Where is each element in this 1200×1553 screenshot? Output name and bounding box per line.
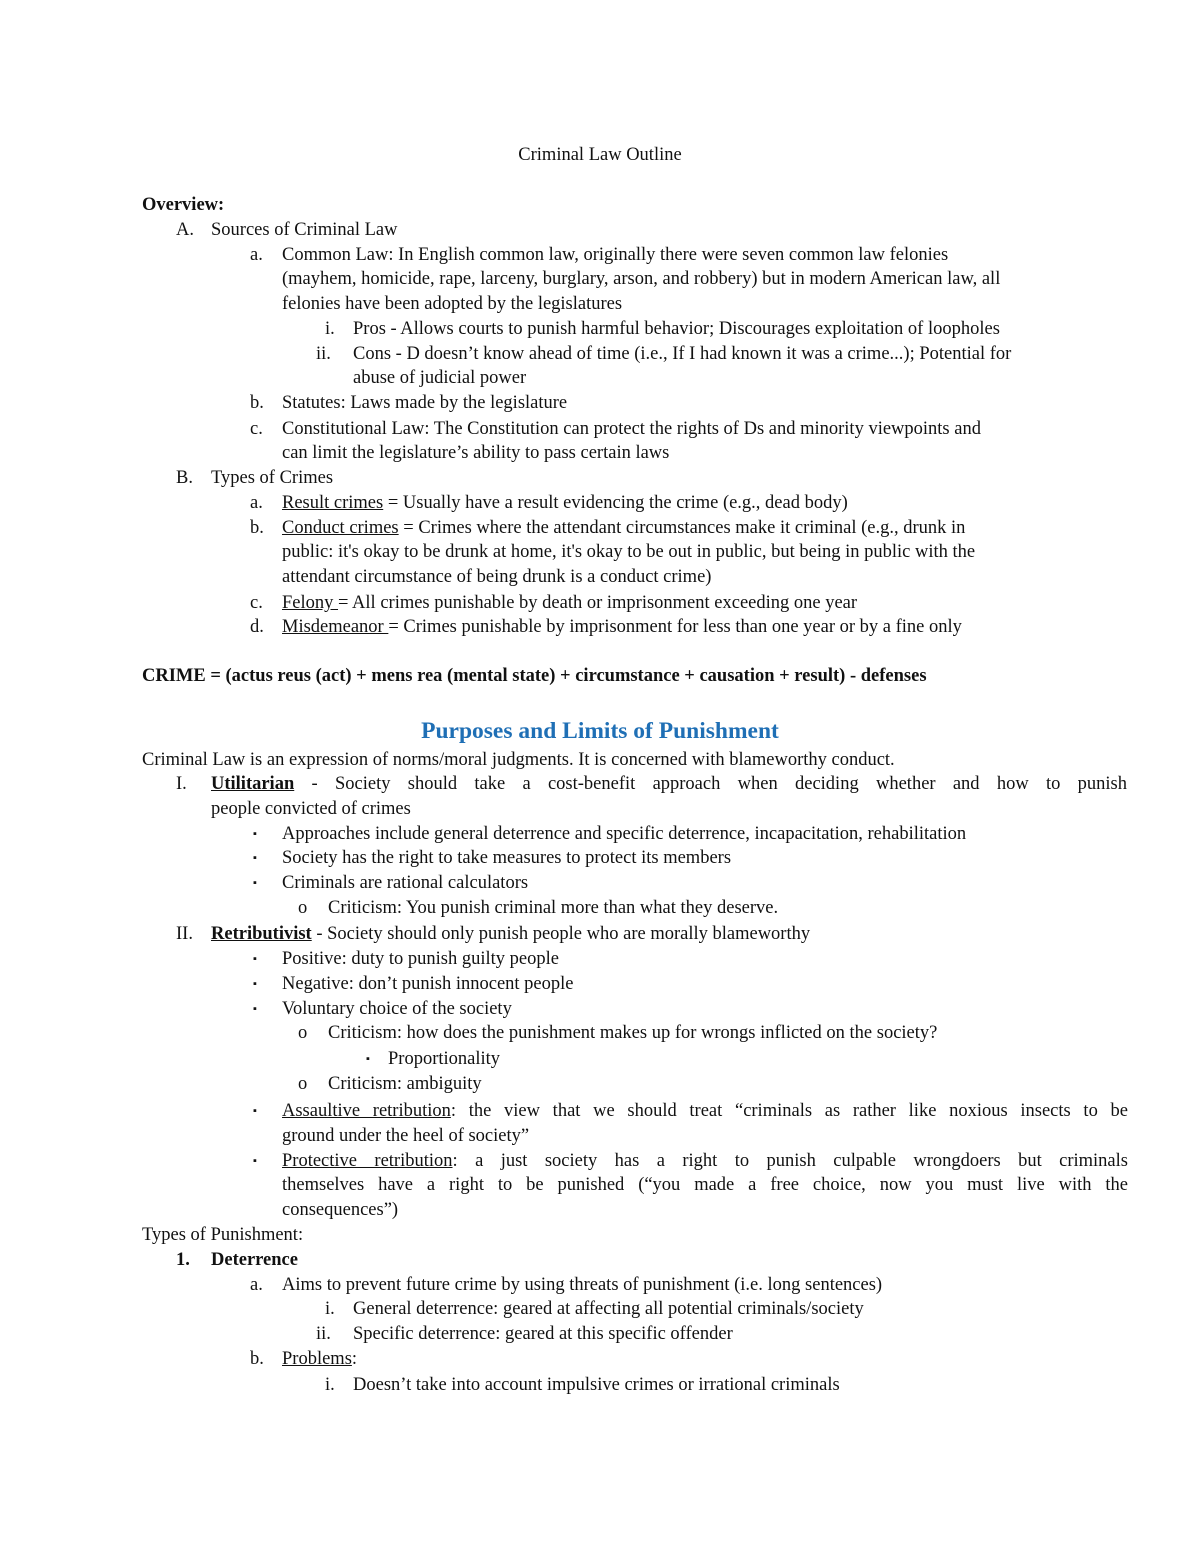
cons-line-1: Cons - D doesn’t know ahead of time (i.e., If I had known it was a crime...); Potential for <box>353 344 1012 364</box>
problems-item <box>282 1347 357 1372</box>
list-marker: A. <box>176 220 194 240</box>
list-marker: a. <box>250 1275 263 1295</box>
utilitarian-bullet-2: Society has the right to take measures to protect its members <box>282 848 732 868</box>
list-marker: a. <box>250 245 263 265</box>
retributivist-criticism-2: Criticism: ambiguity <box>328 1074 482 1094</box>
retributivist-bullet-2: Negative: don’t punish innocent people <box>282 974 574 994</box>
list-marker: ii. <box>316 1324 331 1344</box>
types-of-punishment-label: Types of Punishment: <box>142 1225 304 1245</box>
bullet-square-icon: ▪ <box>253 877 257 889</box>
conduct-crimes-line-2: public: it's okay to be drunk at home, it's okay to be out in public, but being in public with the <box>282 542 976 562</box>
list-marker: o <box>298 898 308 918</box>
problems-term: Problems <box>282 1349 352 1369</box>
list-marker: ii. <box>316 344 331 364</box>
result-crimes-term: Result crimes <box>282 493 384 513</box>
bullet-square-icon: ▪ <box>253 828 257 840</box>
protective-text: : a just society has a right to punish culpable wrongdoers but criminals <box>452 1151 1128 1171</box>
list-marker: 1. <box>176 1250 190 1270</box>
utilitarian-criticism: Criticism: You punish criminal more than what they deserve. <box>328 898 779 918</box>
list-marker: i. <box>325 1299 335 1319</box>
list-marker: o <box>298 1023 308 1043</box>
utilitarian-line-2: people convicted of crimes <box>211 799 411 819</box>
bullet-square-icon: ▪ <box>253 978 257 990</box>
list-marker: b. <box>250 518 264 538</box>
retributivist-bullet-1: Positive: duty to punish guilty people <box>282 949 559 969</box>
list-marker: c. <box>250 419 263 439</box>
deterrence-aim: Aims to prevent future crime by using threats of punishment (i.e. long sentences) <box>282 1275 883 1295</box>
retributivist-term: Retributivist <box>211 924 312 944</box>
problems-colon: : <box>351 1349 358 1369</box>
retributivist-criticism-1: Criticism: how does the punishment makes up for wrongs inflicted on the society? <box>328 1023 938 1043</box>
common-law-line-1: Common Law: In English common law, originally there were seven common law felonies <box>282 245 949 265</box>
common-law-line-3: felonies have been adopted by the legislatures <box>282 294 623 314</box>
problems-detail: Doesn’t take into account impulsive crimes or irrational criminals <box>353 1375 840 1395</box>
constitutional-line-2: can limit the legislature’s ability to pass certain laws <box>282 443 670 463</box>
assaultive-line-1 <box>282 1099 1128 1124</box>
conduct-crimes-term: Conduct crimes <box>282 518 399 538</box>
list-marker: c. <box>250 593 263 613</box>
protective-term: Protective retribution <box>282 1151 453 1171</box>
bullet-square-icon: ▪ <box>253 953 257 965</box>
section-a-label: Sources of Criminal Law <box>211 220 398 240</box>
bullet-square-icon: ▪ <box>253 1155 257 1167</box>
section-b-label: Types of Crimes <box>211 468 334 488</box>
misdemeanor-text: = Crimes punishable by imprisonment for less than one year or by a fine only <box>388 617 962 637</box>
misdemeanor-term: Misdemeanor <box>282 617 389 637</box>
specific-deterrence: Specific deterrence: geared at this specific offender <box>353 1324 733 1344</box>
general-deterrence: General deterrence: geared at affecting all potential criminals/society <box>353 1299 864 1319</box>
cons-line-2: abuse of judicial power <box>353 368 527 388</box>
utilitarian-term: Utilitarian <box>211 774 295 794</box>
deterrence-label: Deterrence <box>211 1250 298 1270</box>
result-crimes-item <box>282 491 848 516</box>
list-marker: i. <box>325 319 335 339</box>
protective-line-1 <box>282 1149 1128 1174</box>
constitutional-line-1: Constitutional Law: The Constitution can protect the rights of Ds and minority viewpoints and <box>282 419 981 439</box>
list-marker: d. <box>250 617 264 637</box>
conduct-crimes-text: = Crimes where the attendant circumstances make it criminal (e.g., drunk in <box>398 518 966 538</box>
list-marker: b. <box>250 1349 264 1369</box>
document-title: Criminal Law Outline <box>518 145 682 165</box>
statutes-item: Statutes: Laws made by the legislature <box>282 393 568 413</box>
crime-formula: CRIME = (actus reus (act) + mens rea (mental state) + circumstance + causation + result) - defenses <box>142 666 927 686</box>
utilitarian-line-1 <box>211 772 1127 797</box>
list-marker: II. <box>176 924 193 944</box>
protective-line-2: themselves have a right to be punished (“you made a free choice, now you must live with the <box>282 1175 1128 1195</box>
bullet-square-icon: ▪ <box>253 1003 257 1015</box>
retributivist-text: - Society should only punish people who are morally blameworthy <box>311 924 811 944</box>
common-law-line-2: (mayhem, homicide, rape, larceny, burglary, arson, and robbery) but in modern American law, all <box>282 269 1001 289</box>
bullet-square-icon: ▪ <box>253 852 257 864</box>
retributivist-bullet-3: Voluntary choice of the society <box>282 999 512 1019</box>
list-marker: b. <box>250 393 264 413</box>
protective-line-3: consequences”) <box>282 1200 399 1220</box>
assaultive-line-2: ground under the heel of society” <box>282 1126 530 1146</box>
list-marker: a. <box>250 493 263 513</box>
pros-item: Pros - Allows courts to punish harmful behavior; Discourages exploitation of loopholes <box>353 319 1000 339</box>
felony-item <box>282 591 857 616</box>
result-crimes-text: = Usually have a result evidencing the crime (e.g., dead body) <box>383 493 848 513</box>
utilitarian-text: - Society should take a cost-benefit approach when deciding whether and how to punish <box>294 774 1127 794</box>
utilitarian-bullet-1: Approaches include general deterrence and specific deterrence, incapacitation, rehabilitation <box>282 824 967 844</box>
retributivist-line <box>211 922 810 947</box>
section-heading-purposes: Purposes and Limits of Punishment <box>421 718 779 744</box>
list-marker: I. <box>176 774 187 794</box>
conduct-crimes-line-3: attendant circumstance of being drunk is a conduct crime) <box>282 567 712 587</box>
list-marker: i. <box>325 1375 335 1395</box>
list-marker: B. <box>176 468 193 488</box>
felony-term: Felony <box>282 593 339 613</box>
felony-text: = All crimes punishable by death or imprisonment exceeding one year <box>338 593 858 613</box>
assaultive-text: : the view that we should treat “criminals as rather like noxious insects to be <box>450 1101 1128 1121</box>
purposes-intro: Criminal Law is an expression of norms/moral judgments. It is concerned with blameworthy conduct. <box>142 750 895 770</box>
list-marker: o <box>298 1074 308 1094</box>
assaultive-term: Assaultive retribution <box>282 1101 451 1121</box>
proportionality-item: Proportionality <box>388 1049 501 1069</box>
utilitarian-bullet-3: Criminals are rational calculators <box>282 873 529 893</box>
bullet-square-icon: ▪ <box>253 1105 257 1117</box>
conduct-crimes-item <box>282 516 965 541</box>
misdemeanor-item <box>282 615 962 640</box>
overview-heading: Overview: <box>142 195 225 215</box>
bullet-square-icon: ▪ <box>366 1053 370 1065</box>
